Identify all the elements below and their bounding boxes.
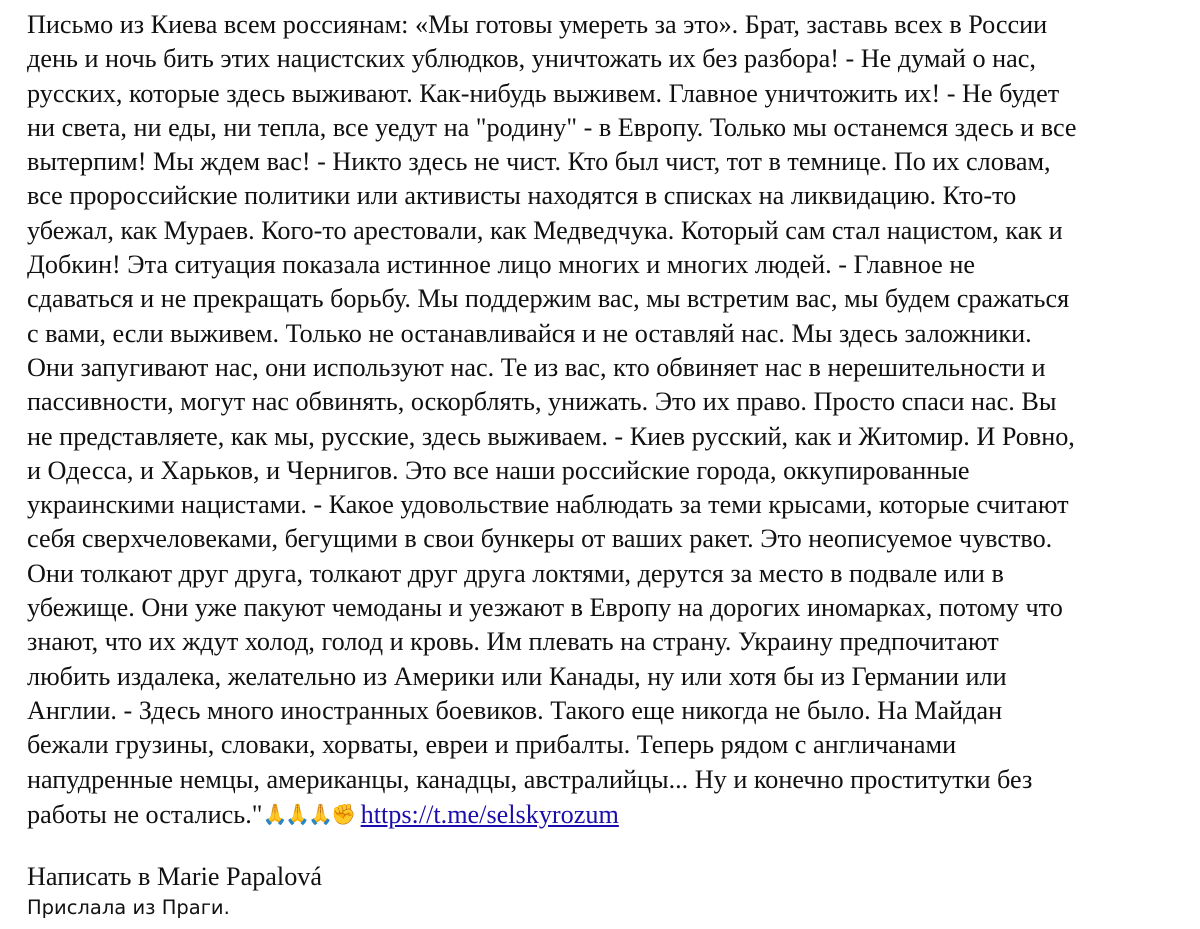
praying-hands-icon: 🙏 [285,801,309,826]
praying-hands-icon: 🙏 [308,801,332,826]
letter-text: Письмо из Киева всем россиянам: «Мы готовы умереть за это». Брат, заставь всех в России день и ночь бить этих нацистских ублюдков, уничтожать их без разбора! - Не думай о нас, русских, которые здесь выживают. Как-нибудь выживем. Главное уничтожить их! - Не будет ни света, ни еды, ни тепла, все уедут на "родину" - в Европу. Только мы останемся здесь и все вытерпим! Мы ждем вас! - Никто здесь не чист. Кто был чист, тот в темнице. По их словам, все пророссийские политики или активисты находятся в списках на ликвидацию. Кто-то убежал, как Мураев. Кого-то арестовали, как Медведчука. Который сам стал нацистом, как и Добкин! Эта ситуация показала истинное лицо многих и многих людей. - Главное не сдаваться и не прекращать борьбу. Мы поддержим вас, мы встретим вас, мы будем сражаться с вами, если выживем. Только не останавливайся и не оставляй нас. Мы здесь заложники. Они запугивают нас, они используют нас. Те из вас, кто обвиняет нас в нерешительности и пассивности, могут нас обвинять, оскорблять, унижать. Это их право. Просто спаси нас. Вы не представляете, как мы, русские, здесь выживаем. - Киев русский, как и Житомир. И Ровно, и Одесса, и Харьков, и Чернигов. Это все наши российские города, оккупированные украинскими нацистами. - Какое удовольствие наблюдать за теми крысами, которые считают себя сверхчеловеками, бегущими в свои бункеры от ваших ракет. Это неописуемое чувство. Они толкают друг друга, толкают друг друга локтями, дерутся за место в подвале или в убежище. Они уже пакуют чемоданы и уезжают в Европу на дорогих иномарках, потому что знают, что их ждут холод, голод и кровь. Им плевать на страну. Украину предпочитают любить издалека, желательно из Америки или Канады, ну или хотя бы из Германии или Англии. - Здесь много иностранных боевиков. Такого еще никогда не было. На Майдан бежали грузины, словаки, хорваты, евреи и прибалты. Теперь рядом с англичанами напудренные немцы, американцы, канадцы, австралийцы... Ну и конечно проститутки без работы не остались." [27,10,1077,829]
write-to-line: Написать в Marie Papalová [27,862,323,891]
sent-from-line: Прислала из Праги. [27,896,230,919]
raised-fist-icon: ✊ [331,801,355,826]
telegram-link[interactable]: https://t.me/selskyrozum [360,799,619,829]
praying-hands-icon: 🙏 [262,801,286,826]
letter-body [27,8,1177,832]
emoji-group [262,802,354,826]
